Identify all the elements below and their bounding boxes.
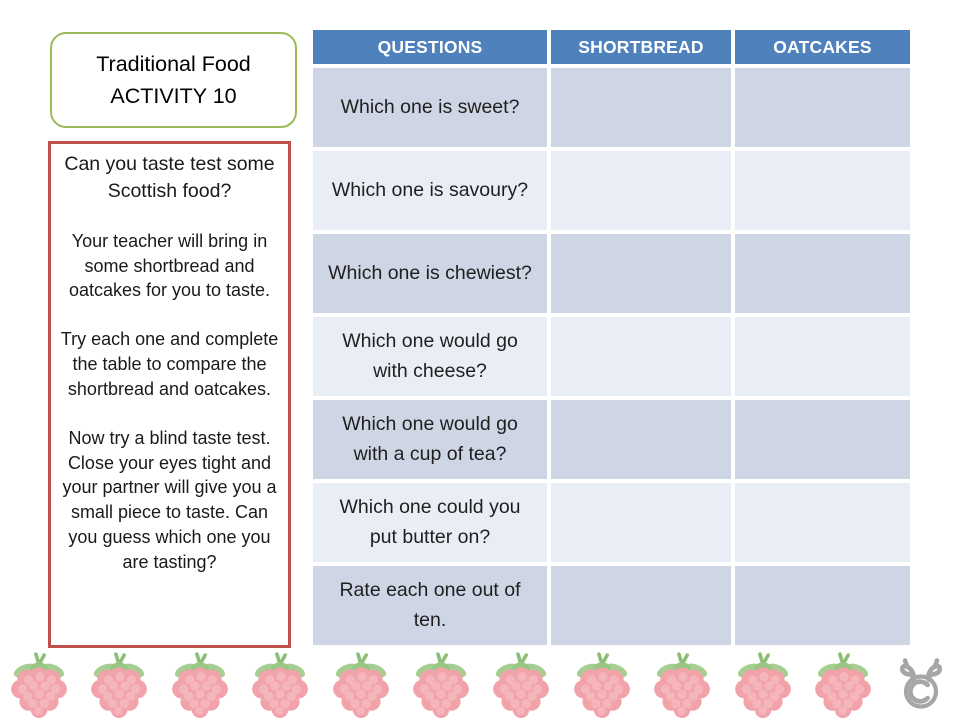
raspberry-icon bbox=[730, 652, 796, 718]
answer-cell-shortbread[interactable] bbox=[551, 151, 731, 230]
footer-strip bbox=[6, 648, 952, 718]
raspberry-icon bbox=[167, 652, 233, 718]
answer-cell-oatcakes[interactable] bbox=[735, 566, 910, 645]
raspberry-icon bbox=[6, 652, 72, 718]
moose-copyright-logo bbox=[890, 654, 952, 714]
answer-cell-shortbread[interactable] bbox=[551, 566, 731, 645]
answer-cell-oatcakes[interactable] bbox=[735, 400, 910, 479]
activity-table bbox=[313, 30, 910, 645]
answer-cell-oatcakes[interactable] bbox=[735, 317, 910, 396]
answer-cell-shortbread[interactable] bbox=[551, 234, 731, 313]
answer-cell-shortbread[interactable] bbox=[551, 483, 731, 562]
question-cell: Rate each one out of ten. bbox=[313, 566, 547, 645]
question-cell: Which one would go with cheese? bbox=[313, 317, 547, 396]
raspberry-icon bbox=[569, 652, 635, 718]
question-cell: Which one is sweet? bbox=[313, 68, 547, 147]
instructions-paragraph-3: Now try a blind taste test. Close your eyes tight and your partner will give you a small piece to taste. Can you guess which one you are tasting? bbox=[62, 427, 277, 572]
answer-cell-oatcakes[interactable] bbox=[735, 68, 910, 147]
column-header-shortbread: SHORTBREAD bbox=[551, 30, 731, 64]
question-cell: Which one is chewiest? bbox=[313, 234, 547, 313]
answer-cell-oatcakes[interactable] bbox=[735, 234, 910, 313]
answer-cell-shortbread[interactable] bbox=[551, 317, 731, 396]
column-header-oatcakes: OATCAKES bbox=[735, 30, 910, 64]
raspberry-icon bbox=[247, 652, 313, 718]
raspberry-icon bbox=[649, 652, 715, 718]
column-header-questions: QUESTIONS bbox=[313, 30, 547, 64]
instructions-box bbox=[48, 141, 291, 648]
answer-cell-shortbread[interactable] bbox=[551, 400, 731, 479]
raspberry-icon bbox=[328, 652, 394, 718]
raspberry-strip bbox=[6, 652, 876, 718]
raspberry-icon bbox=[86, 652, 152, 718]
raspberry-icon bbox=[810, 652, 876, 718]
question-cell: Which one is savoury? bbox=[313, 151, 547, 230]
answer-cell-shortbread[interactable] bbox=[551, 68, 731, 147]
question-cell: Which one would go with a cup of tea? bbox=[313, 400, 547, 479]
raspberry-icon bbox=[408, 652, 474, 718]
raspberry-icon bbox=[488, 652, 554, 718]
answer-cell-oatcakes[interactable] bbox=[735, 483, 910, 562]
title-box bbox=[50, 32, 297, 128]
answer-cell-oatcakes[interactable] bbox=[735, 151, 910, 230]
instructions-heading: Can you taste test some Scottish food? bbox=[64, 153, 275, 202]
title-line-1: Traditional Food bbox=[96, 51, 251, 76]
title-line-2: ACTIVITY 10 bbox=[110, 84, 237, 108]
instructions-paragraph-2: Try each one and complete the table to compare the shortbread and oatcakes. bbox=[60, 329, 279, 399]
question-cell: Which one could you put butter on? bbox=[313, 483, 547, 562]
instructions-paragraph-1: Your teacher will bring in some shortbread and oatcakes for you to taste. bbox=[68, 230, 271, 301]
